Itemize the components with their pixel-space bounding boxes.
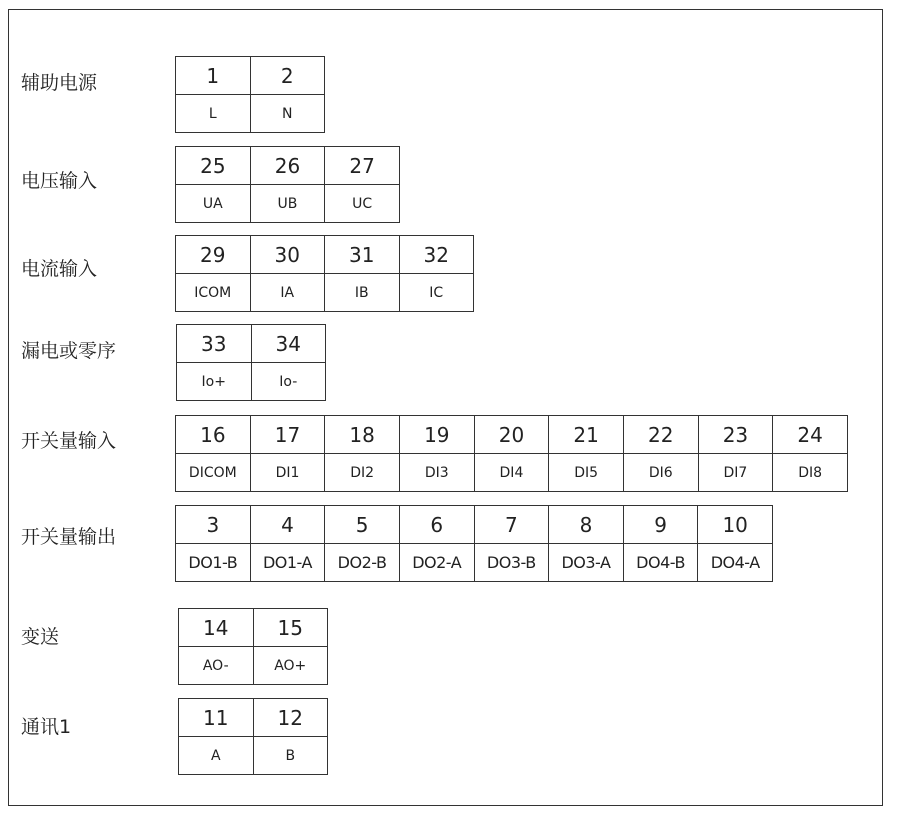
terminal-signal: DI6: [623, 454, 698, 492]
terminal-table-switch-output: [175, 505, 773, 582]
terminal-signal: UA: [176, 185, 251, 223]
terminal-number: 8: [549, 506, 624, 544]
terminal-table-voltage-input: [175, 146, 400, 223]
terminal-signal: ICOM: [176, 274, 251, 312]
terminal-signal: AO+: [253, 647, 328, 685]
terminal-signal: DI7: [698, 454, 773, 492]
group-label-comm-1: 通讯1: [21, 716, 72, 738]
group-label-aux-power: 辅助电源: [21, 72, 98, 94]
terminal-number: 29: [176, 236, 251, 274]
terminal-signal: DI1: [250, 454, 325, 492]
terminal-number: 24: [773, 416, 848, 454]
group-label-voltage-input: 电压输入: [21, 170, 98, 192]
terminal-signal: Io-: [251, 363, 326, 401]
terminal-number: 17: [250, 416, 325, 454]
terminal-signal: B: [253, 737, 328, 775]
terminal-number: 34: [251, 325, 326, 363]
terminal-signal: A: [179, 737, 254, 775]
terminal-signal: AO-: [179, 647, 254, 685]
terminal-table-aux-power: [175, 56, 325, 133]
terminal-signal: DO1-A: [250, 544, 325, 582]
terminal-number: 12: [253, 699, 328, 737]
terminal-number: 23: [698, 416, 773, 454]
terminal-number: 16: [176, 416, 251, 454]
terminal-number: 30: [250, 236, 325, 274]
terminal-number: 2: [250, 57, 325, 95]
terminal-table-transmit: [178, 608, 328, 685]
terminal-signal: UB: [250, 185, 325, 223]
terminal-table-switch-input: [175, 415, 848, 492]
terminal-number: 3: [176, 506, 251, 544]
terminal-signal: DI8: [773, 454, 848, 492]
terminal-signal: IB: [325, 274, 400, 312]
terminal-number: 14: [179, 609, 254, 647]
terminal-signal: DI4: [474, 454, 549, 492]
terminal-table-comm-1: [178, 698, 328, 775]
terminal-signal: DO4-B: [623, 544, 698, 582]
terminal-signal: L: [176, 95, 251, 133]
terminal-number: 20: [474, 416, 549, 454]
terminal-number: 31: [325, 236, 400, 274]
terminal-number: 10: [698, 506, 773, 544]
terminal-signal: Io+: [177, 363, 252, 401]
terminal-number: 19: [399, 416, 474, 454]
terminal-signal: DI3: [399, 454, 474, 492]
terminal-number: 26: [250, 147, 325, 185]
terminal-number: 27: [325, 147, 400, 185]
terminal-number: 22: [623, 416, 698, 454]
diagram-frame: [8, 9, 883, 806]
terminal-table-leakage-zero-seq: [176, 324, 326, 401]
terminal-signal: DO3-B: [474, 544, 549, 582]
terminal-number: 32: [399, 236, 474, 274]
group-label-leakage-zero-seq: 漏电或零序: [21, 340, 117, 362]
terminal-signal: DI5: [549, 454, 624, 492]
terminal-signal: DI2: [325, 454, 400, 492]
terminal-number: 21: [549, 416, 624, 454]
terminal-signal: UC: [325, 185, 400, 223]
terminal-table-current-input: [175, 235, 474, 312]
group-label-current-input: 电流输入: [21, 258, 98, 280]
terminal-signal: IA: [250, 274, 325, 312]
terminal-number: 6: [399, 506, 474, 544]
group-label-switch-input: 开关量输入: [21, 430, 117, 452]
terminal-number: 7: [474, 506, 549, 544]
terminal-number: 33: [177, 325, 252, 363]
terminal-number: 4: [250, 506, 325, 544]
terminal-signal: N: [250, 95, 325, 133]
group-label-transmit: 变送: [21, 626, 60, 648]
terminal-number: 11: [179, 699, 254, 737]
terminal-signal: DO4-A: [698, 544, 773, 582]
terminal-signal: DO2-B: [325, 544, 400, 582]
terminal-signal: DO1-B: [176, 544, 251, 582]
terminal-number: 1: [176, 57, 251, 95]
terminal-signal: DO3-A: [549, 544, 624, 582]
terminal-signal: DICOM: [176, 454, 251, 492]
terminal-signal: DO2-A: [399, 544, 474, 582]
terminal-number: 18: [325, 416, 400, 454]
terminal-number: 9: [623, 506, 698, 544]
terminal-number: 5: [325, 506, 400, 544]
terminal-number: 15: [253, 609, 328, 647]
terminal-signal: IC: [399, 274, 474, 312]
group-label-switch-output: 开关量输出: [21, 526, 117, 548]
terminal-number: 25: [176, 147, 251, 185]
